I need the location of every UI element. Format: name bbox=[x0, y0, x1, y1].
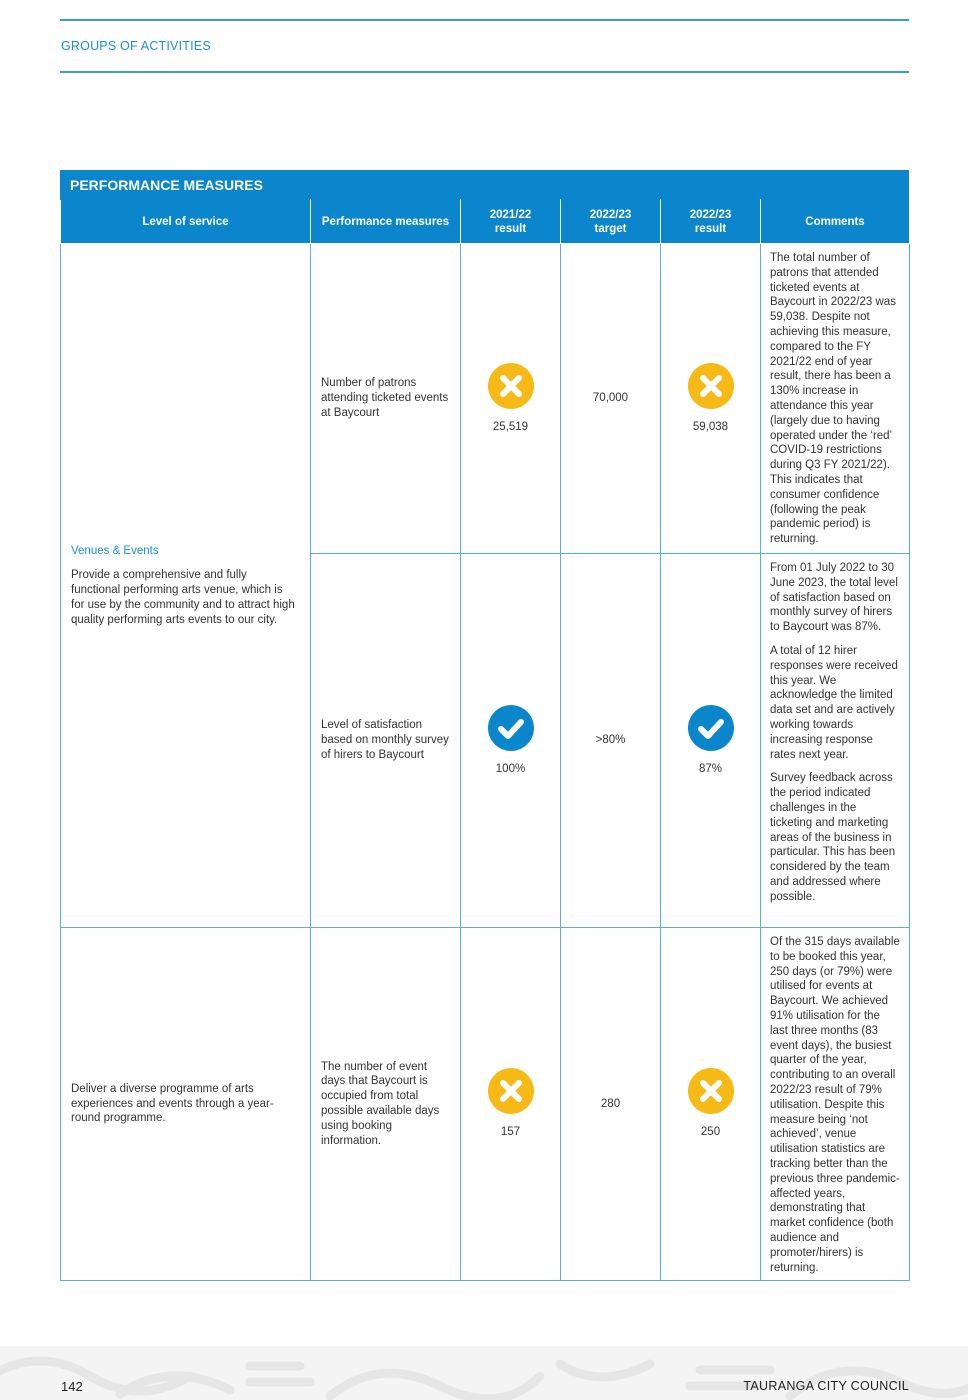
comment-paragraph: Survey feedback across the period indicated challenges in the ticketing and marketing areas of the business in particular. This has been considered by the team and addressed where possible. bbox=[770, 772, 896, 903]
result-value: 87% bbox=[698, 762, 723, 775]
service-text: Provide a comprehensive and fully functional performing arts venue, which is for use by the community and to attract high quality performing arts events to our city. bbox=[71, 569, 295, 626]
col-result-2223: 2022/23 result bbox=[661, 200, 761, 244]
result-2223-cell bbox=[661, 928, 761, 1281]
col-target-2223: 2022/23 target bbox=[561, 200, 661, 244]
col-performance-measures: Performance measures bbox=[311, 200, 461, 244]
result-value: 59,038 bbox=[692, 420, 729, 433]
measure-cell: The number of event days that Baycourt is occupied from total possible available days using booking information. bbox=[311, 928, 461, 1281]
table-row bbox=[61, 244, 910, 554]
col-result-2122: 2021/22 result bbox=[461, 200, 561, 244]
level-of-service-cell: Deliver a diverse programme of arts experiences and events through a year-round programme. bbox=[61, 928, 311, 1281]
cross-icon bbox=[688, 363, 734, 409]
comments-cell bbox=[761, 928, 910, 1281]
comments-cell bbox=[761, 244, 910, 554]
comments-cell bbox=[761, 554, 910, 928]
result-value: 100% bbox=[495, 762, 526, 775]
cross-icon bbox=[688, 1068, 734, 1114]
result-2223-cell bbox=[661, 244, 761, 554]
service-heading: Venues & Events bbox=[71, 544, 159, 557]
header-rule-top bbox=[60, 19, 909, 21]
result-2122-cell bbox=[461, 554, 561, 928]
result-2122-cell bbox=[461, 928, 561, 1281]
target-2223-cell: >80% bbox=[561, 554, 661, 928]
check-icon bbox=[488, 705, 534, 751]
table-title: PERFORMANCE MEASURES bbox=[60, 170, 909, 199]
col-level-of-service: Level of service bbox=[61, 200, 311, 244]
organisation-name: TAURANGA CITY COUNCIL bbox=[743, 1379, 909, 1393]
level-of-service-cell bbox=[61, 244, 311, 928]
check-icon bbox=[688, 705, 734, 751]
comment-paragraph: Of the 315 days available to be booked this year, 250 days (or 79%) were utilised for events at Baycourt. We achieved 91% utilisation for the last three months (83 event days), the busiest quarter of the year, contributing to an overall 2022/23 result of 79% utilisation. Despite this measure being ‘not achieved’, venue utilisation statistics are tracking better than the previous three pandemic-affected years, demonstrating that market confidence (both audience and promoter/hirers) is returning. bbox=[770, 936, 900, 1274]
col-comments: Comments bbox=[761, 200, 910, 244]
measure-cell: Number of patrons attending ticketed events at Baycourt bbox=[311, 244, 461, 554]
result-2122-cell bbox=[461, 244, 561, 554]
result-value: 25,519 bbox=[492, 420, 529, 433]
result-value: 157 bbox=[500, 1126, 521, 1139]
target-2223-cell: 70,000 bbox=[561, 244, 661, 554]
header-rule-bottom bbox=[60, 71, 909, 73]
cross-icon bbox=[488, 363, 534, 409]
comment-paragraph: The total number of patrons that attended ticketed events at Baycourt in 2022/23 was 59,038. Despite not achieving this measure, compared to the FY 2021/22 end of year result, there has been a 130% increase in attendance this year (largely due to having operated under the ‘red’ COVID-19 restrictions during Q3 FY 2021/22). This indicates that consumer confidence (following the peak pandemic period) is returning. bbox=[770, 252, 896, 546]
table-row bbox=[61, 928, 910, 1281]
result-value: 250 bbox=[700, 1126, 721, 1139]
section-label: GROUPS OF ACTIVITIES bbox=[61, 39, 211, 53]
measure-cell: Level of satisfaction based on monthly survey of hirers to Baycourt bbox=[311, 554, 461, 928]
page-number: 142 bbox=[61, 1379, 83, 1394]
performance-measures-table bbox=[60, 199, 910, 1281]
target-2223-cell: 280 bbox=[561, 928, 661, 1281]
comment-paragraph: A total of 12 hirer responses were received this year. We acknowledge the limited data set and are actively working towards increasing response rates next year. bbox=[770, 644, 898, 761]
comment-paragraph: From 01 July 2022 to 30 June 2023, the total level of satisfaction based on monthly survey of hirers to Baycourt was 87%. bbox=[770, 562, 898, 634]
cross-icon bbox=[488, 1068, 534, 1114]
table-header-row bbox=[61, 200, 910, 244]
result-2223-cell bbox=[661, 554, 761, 928]
